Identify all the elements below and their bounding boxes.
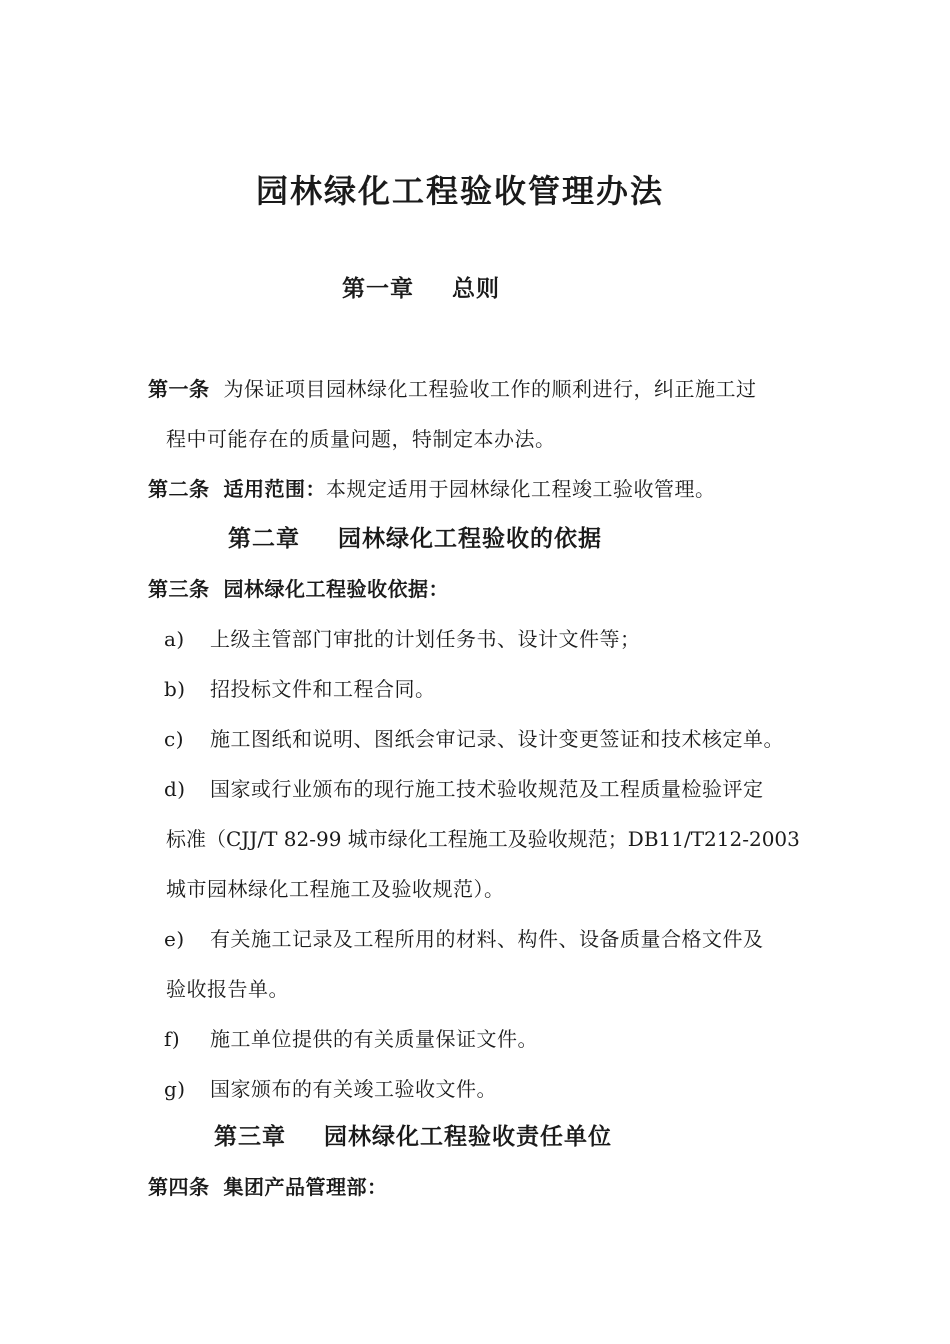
list-item-text: 国家或行业颁布的现行施工技术验收规范及工程质量检验评定 [210, 777, 764, 801]
article-2-label: 第二条 [148, 477, 210, 501]
list-item [164, 1074, 497, 1104]
list-item-continuation: 标准（CJJ/T 82-99 城市绿化工程施工及验收规范；DB11/T212-2003 [166, 827, 800, 851]
list-item-marker: a) [164, 627, 185, 651]
list-item-marker: g) [164, 1077, 186, 1101]
article-1-label: 第一条 [148, 377, 210, 401]
article-2 [148, 474, 716, 504]
list-item-text: 国家颁布的有关竣工验收文件。 [210, 1077, 497, 1101]
list-item [164, 724, 784, 754]
chapter-3-number: 第三章 [214, 1124, 286, 1150]
list-item-text: 上级主管部门审批的计划任务书、设计文件等； [210, 627, 641, 651]
list-item [164, 624, 641, 654]
list-item-text: 有关施工记录及工程所用的材料、构件、设备质量合格文件及 [210, 927, 764, 951]
list-item-marker: e) [164, 927, 185, 951]
chapter-3-name: 园林绿化工程验收责任单位 [324, 1124, 612, 1150]
article-1-line-2: 程中可能存在的质量问题，特制定本办法。 [166, 427, 556, 451]
chapter-2-heading [228, 524, 602, 554]
document-title: 园林绿化工程验收管理办法 [255, 172, 664, 210]
list-item-text: 施工单位提供的有关质量保证文件。 [210, 1027, 538, 1051]
list-item [164, 924, 764, 954]
article-2-lead: 适用范围： [223, 477, 326, 501]
article-4-lead: 集团产品管理部： [223, 1175, 388, 1199]
list-item-continuation: 城市园林绿化工程施工及验收规范）。 [166, 877, 505, 901]
list-item-continuation: 验收报告单。 [166, 977, 289, 1001]
list-item-marker: b) [164, 677, 186, 701]
chapter-1-heading [342, 274, 500, 304]
list-item-marker: d) [164, 777, 186, 801]
article-1-text-1: 为保证项目园林绿化工程验收工作的顺利进行，纠正施工过 [223, 377, 757, 401]
chapter-1-name: 总则 [452, 276, 500, 302]
list-item-text: 施工图纸和说明、图纸会审记录、设计变更签证和技术核定单。 [210, 727, 784, 751]
chapter-3-heading [214, 1122, 612, 1152]
article-4 [148, 1172, 388, 1202]
chapter-1-number: 第一章 [342, 276, 414, 302]
article-4-label: 第四条 [148, 1175, 210, 1199]
article-2-text: 本规定适用于园林绿化工程竣工验收管理。 [326, 477, 716, 501]
list-item-marker: f) [164, 1027, 181, 1051]
article-3 [148, 574, 449, 604]
list-item [164, 674, 436, 704]
list-item [164, 1024, 538, 1054]
chapter-2-name: 园林绿化工程验收的依据 [338, 526, 602, 552]
chapter-2-number: 第二章 [228, 526, 300, 552]
article-3-label: 第三条 [148, 577, 210, 601]
list-item-marker: c) [164, 727, 185, 751]
article-1-line-1 [148, 374, 757, 404]
list-item [164, 774, 764, 804]
article-3-lead: 园林绿化工程验收依据： [223, 577, 449, 601]
list-item-text: 招投标文件和工程合同。 [210, 677, 436, 701]
